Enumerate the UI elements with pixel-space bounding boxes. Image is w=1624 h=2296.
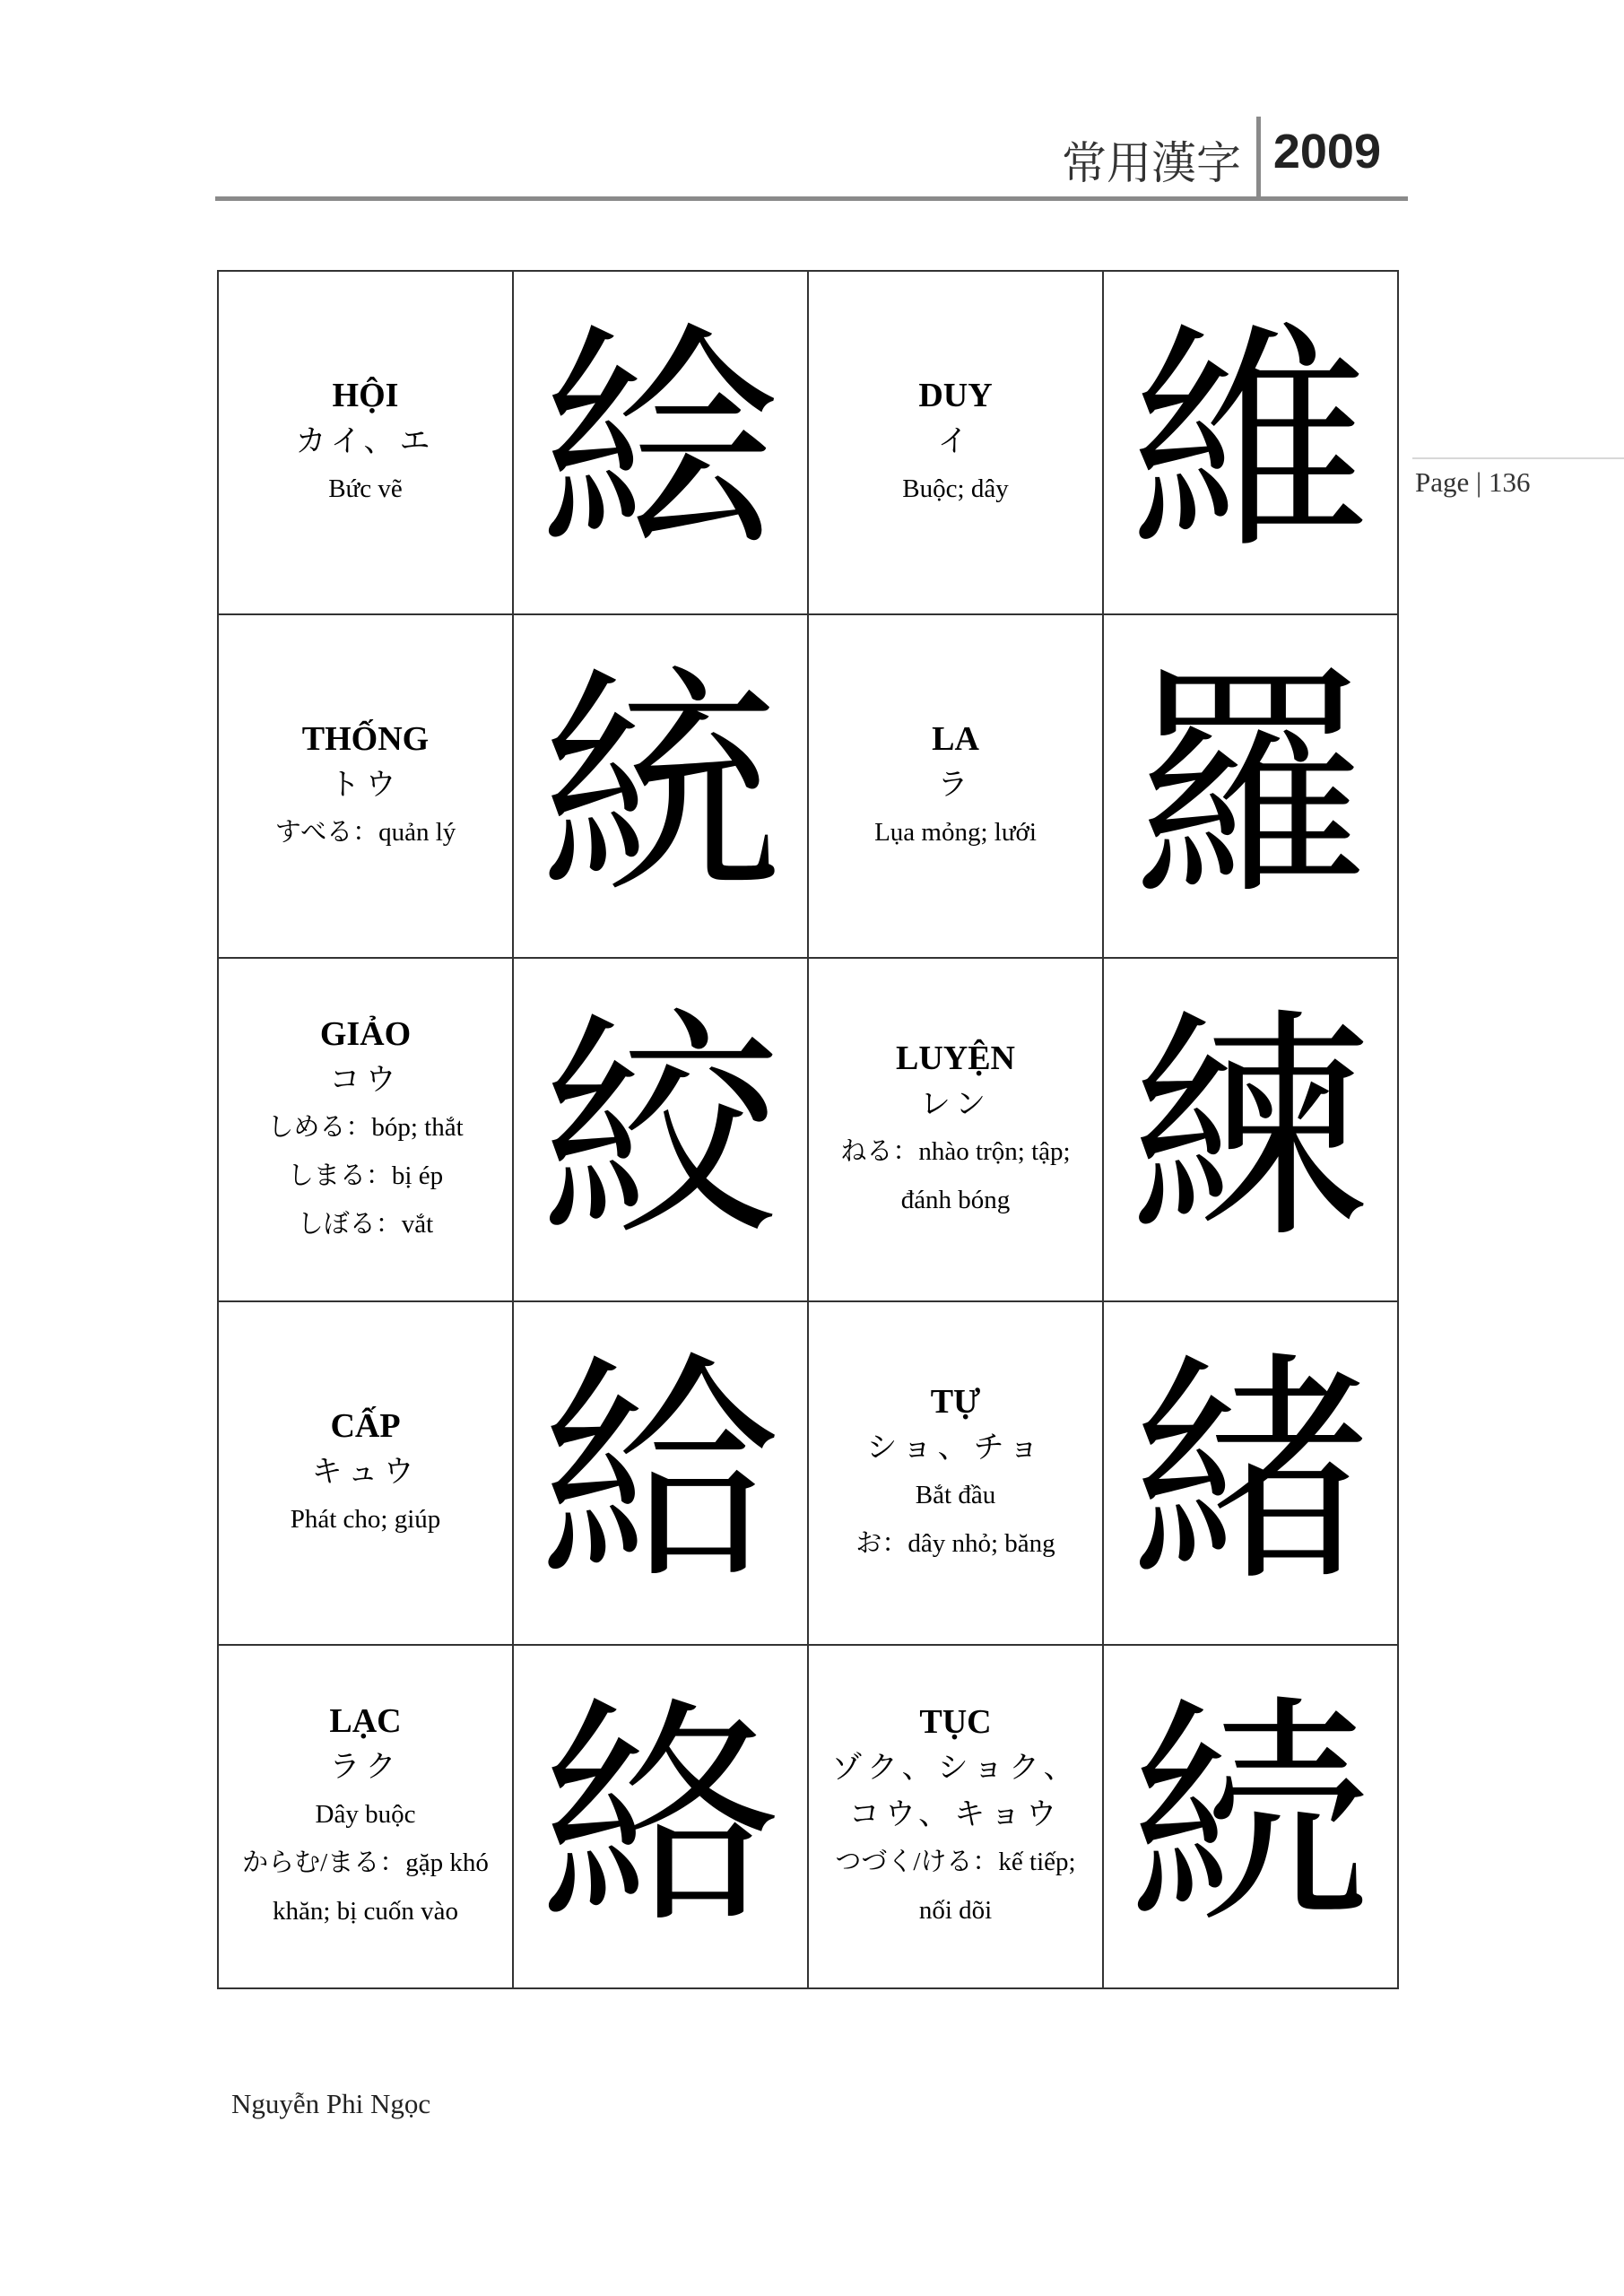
header-title: 常用漢字 [1062,137,1241,189]
kanji-character: 絵 [539,300,782,584]
kanji-glyph-cell [513,1645,808,1988]
kanji-info-cell [808,1645,1103,1988]
meaning-line: ねる：nhào trộn; tập; [840,1136,1071,1166]
kanji-character: 羅 [1129,644,1372,927]
meaning-line: すべる：quản lý [274,817,456,847]
han-viet-reading: THỐNG [301,719,430,758]
meaning-line: khăn; bị cuốn vào [273,1896,458,1926]
kanji-info-cell [218,958,513,1301]
kanji-character: 続 [1129,1674,1372,1958]
on-reading: コウ [329,1061,402,1098]
on-reading: キュウ [311,1453,420,1490]
han-viet-reading: TỤC [919,1702,992,1741]
kanji-glyph-cell [513,958,808,1301]
han-viet-reading: LUYỆN [895,1039,1016,1077]
kanji-character: 絡 [539,1674,782,1958]
kanji-glyph-cell [1103,958,1398,1301]
on-reading: ラク [329,1748,402,1785]
kanji-character: 緒 [1129,1331,1372,1614]
page-number-rule [1412,457,1624,459]
han-viet-reading: CẤP [330,1406,401,1445]
meaning-line: からむ/まる：gặp khó [242,1848,489,1877]
on-reading: レン [919,1085,992,1122]
kanji-character: 給 [539,1331,782,1614]
kanji-character: 統 [539,644,782,927]
meaning-line: Lụa mỏng; lưới [874,817,1037,847]
table-row [218,958,1398,1301]
header-rule [215,196,1408,201]
table-row [218,1645,1398,1988]
kanji-character: 絞 [539,987,782,1271]
on-reading: ラ [937,766,974,803]
kanji-character: 維 [1129,300,1372,584]
page-header [215,117,1408,201]
kanji-info-cell [218,271,513,614]
kanji-info-cell [808,271,1103,614]
kanji-info-cell [218,1645,513,1988]
han-viet-reading: TỰ [930,1382,981,1421]
on-reading: ショ、チョ [866,1429,1045,1465]
meaning-line: Phát cho; giúp [290,1504,441,1534]
on-reading: トウ [329,766,402,803]
kanji-glyph-cell [513,271,808,614]
table-row [218,1301,1398,1645]
meaning-line: しまる：bị ép [287,1161,444,1190]
kanji-glyph-cell [1103,614,1398,958]
han-viet-reading: LA [932,719,979,758]
table-row [218,271,1398,614]
meaning-line: お：dây nhỏ; băng [855,1528,1055,1558]
kanji-info-cell [808,958,1103,1301]
han-viet-reading: LẠC [329,1701,402,1740]
kanji-glyph-cell [513,614,808,958]
meaning-line: Dây buộc [315,1799,416,1829]
on-reading: カイ、エ [295,422,436,459]
table-row [218,614,1398,958]
meaning-line: Buộc; dây [902,474,1009,503]
header-year: 2009 [1272,125,1381,178]
on-reading: ゾク、ショク、 [831,1749,1080,1786]
meaning-line: Bức vẽ [328,474,403,503]
meaning-line: しぼる：vắt [297,1209,434,1239]
kanji-glyph-cell [1103,1645,1398,1988]
kanji-info-cell [808,1301,1103,1645]
kanji-info-cell [218,614,513,958]
kanji-glyph-cell [1103,1301,1398,1645]
page-number: Page | 136 [1415,466,1531,498]
meaning-line: つづく/ける：kế tiếp; [835,1847,1076,1876]
kanji-info-cell [218,1301,513,1645]
meaning-line: Bắt đầu [915,1480,996,1509]
han-viet-reading: HỘI [332,376,399,414]
han-viet-reading: DUY [918,376,993,414]
kanji-glyph-cell [513,1301,808,1645]
meaning-line: nối dõi [918,1895,993,1925]
kanji-glyph-cell [1103,271,1398,614]
header-separator [1256,117,1261,201]
footer-author: Nguyễn Phi Ngọc [231,2088,431,2119]
han-viet-reading: GIẢO [319,1014,412,1053]
kanji-table [217,270,1399,1989]
meaning-line: đánh bóng [900,1185,1011,1214]
on-reading: コウ、キョウ [848,1796,1063,1832]
meaning-line: しめる：bóp; thắt [267,1112,464,1142]
kanji-info-cell [808,614,1103,958]
on-reading: イ [937,422,974,459]
kanji-character: 練 [1129,987,1372,1271]
